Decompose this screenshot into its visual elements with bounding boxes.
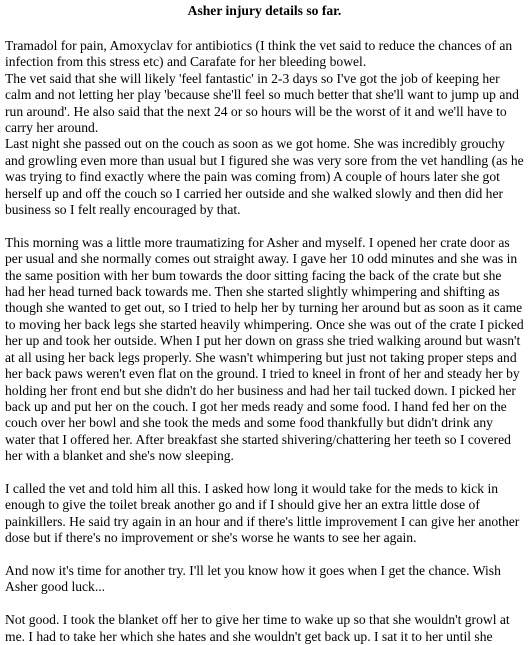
spacer: [5, 596, 524, 612]
post-title: Asher injury details so far.: [187, 3, 342, 18]
paragraph-called-vet: I called the vet and told him all this. I asked how long it would take for the meds to kick in enough to give the toilet break another go and if I should give her an extra little dose of painkillers. He said try again in an hour and if there's little improvement I can give her another dose but if there's no improvement or she's worse he wants to see her again.: [5, 480, 520, 546]
post-content: [5, 0, 524, 645]
paragraph-last-night: Last night she passed out on the couch as soon as we got home. She was incredibly grouchy and growling even more than usual but I figured she was very sore from the vet handling (as he was trying to find exactly where the pain was coming from) A couple of hours later she got herself up and off the couch so I carried her outside and she walked slowly and then did her business so I felt really encouraged by that.: [5, 136, 524, 218]
spacer: [5, 465, 524, 481]
spacer: [5, 20, 524, 38]
spacer: [5, 547, 524, 563]
paragraph-not-good: Not good. I took the blanket off her to give her time to wake up so that she wouldn't growl at me. I had to take her which she hates and she wouldn't get back up. I sat it to her until she: [5, 612, 510, 644]
paragraph-another-try: And now it's time for another try. I'll let you know how it goes when I get the chance. Wish Asher good luck...: [5, 562, 501, 595]
paragraph-medications: Tramadol for pain, Amoxyclav for antibiotics (I think the vet said to reduce the chances of an infection from this stress etc) and Carafate for her bleeding bowel.: [5, 38, 513, 70]
spacer: [5, 218, 524, 234]
paragraph-vet-advice: The vet said that she will likely 'feel fantastic' in 2-3 days so I've got the job of keeping her calm and not letting her play 'because she'll feel so much better that she'll want to jump up and run around'. He also said that the next 24 or so hours will be the worst of it and we'll have to carry her around.: [5, 70, 519, 136]
paragraph-this-morning: This morning was a little more traumatizing for Asher and myself. I opened her crate door as per usual and she normally comes out straight away. I gave her 10 odd minutes and she was in the same position with her bum towards the door sitting facing the back of the crate but she had her head turned back towards me. Then she started slightly whimpering and shifting as though she wanted to get out, so I tried to help her by turning her around but as soon as it came to moving her back legs she started heavily whimpering. Once she was out of the crate I picked her up and took her outside. When I put her down on grass she tried walking around but wasn't at all using her back legs properly. She wasn't whimpering but just not taking proper steps and her back paws weren't even flat on the ground. I tried to kneel in front of her and steady her by holding her front end but she didn't do her business and had her tail tucked down. I picked her back up and put her on the couch. I got her meds ready and some food. I hand fed her on the couch over her bowl and she took the meds and some food thankfully but didn't drink any water that I offered her. After breakfast she started shivering/chattering her teeth so I covered her with a blanket and she's now sleeping.: [5, 234, 524, 464]
